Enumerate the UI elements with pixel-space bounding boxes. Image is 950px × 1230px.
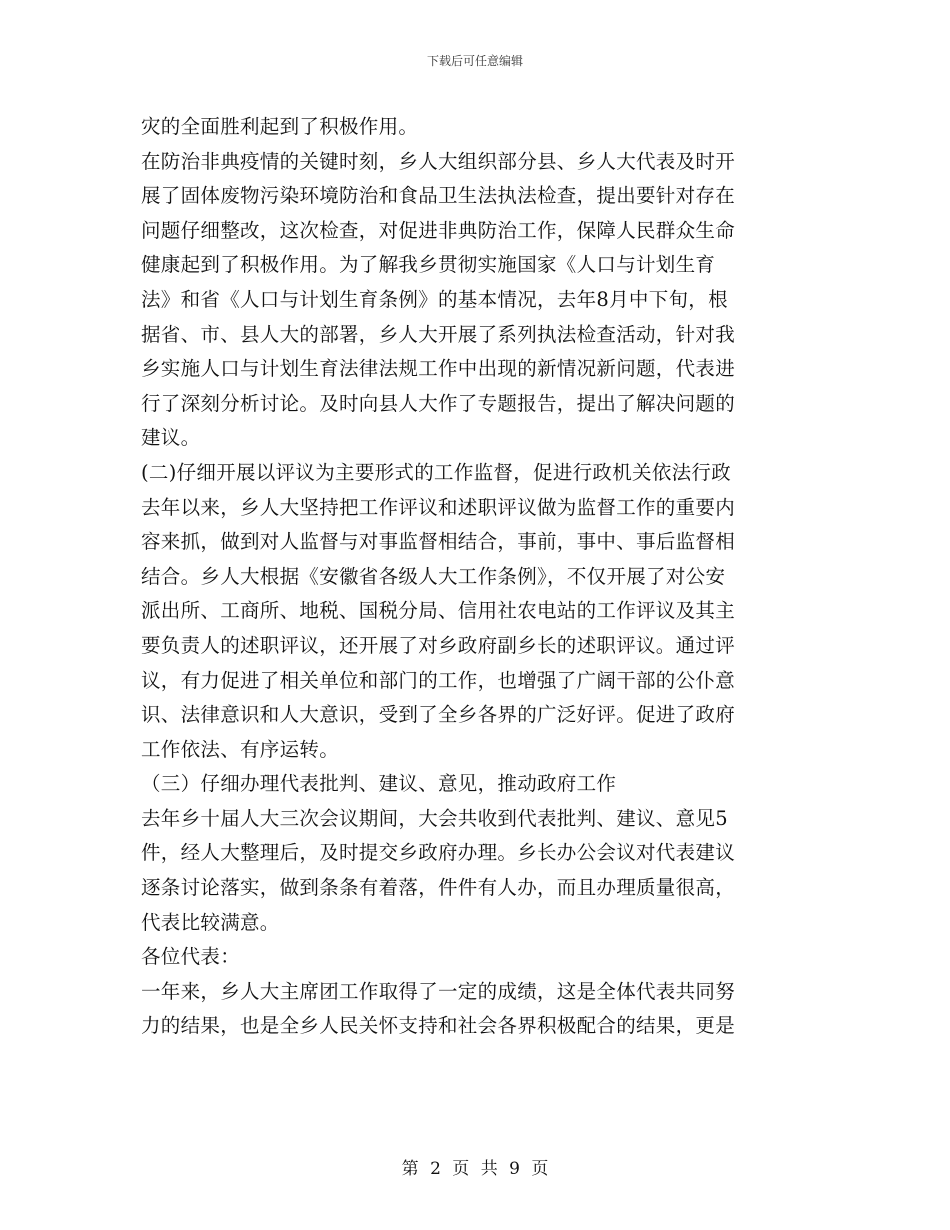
text-line: 代表比较满意。 [141, 910, 280, 934]
salutation: 各位代表： [141, 945, 241, 969]
text-line: 要负责人的述职评议，还开展了对乡政府副乡长的述职评议。通过评 [141, 633, 736, 657]
text-line: 力的结果，也是全乡人民关怀支持和社会各界积极配合的结果，更是 [141, 1014, 736, 1038]
text-line: 乡实施人口与计划生育法律法规工作中出现的新情况新问题，代表进 [141, 357, 736, 381]
text-line: 建议。 [141, 426, 201, 450]
text-line: 件，经人大整理后，及时提交乡政府办理。乡长办公会议对代表建议 [141, 841, 736, 865]
text-line: 容来抓，做到对人监督与对事监督相结合，事前，事中、事后监督相 [141, 530, 736, 554]
text-line: 法》和省《人口与计划生育条例》的基本情况，去年8月中下旬，根 [141, 287, 728, 311]
section-heading-3: （三）仔细办理代表批判、建议、意见，推动政府工作 [141, 772, 617, 796]
page-number: 第 2 页 共 9 页 [401, 1159, 549, 1179]
text-line: 去年乡十届人大三次会议期间，大会共收到代表批判、建议、意见5 [141, 806, 728, 830]
page-header-note: 下载后可任意编辑 [426, 54, 523, 68]
text-line: 健康起到了积极作用。为了解我乡贯彻实施国家《人口与计划生育 [141, 253, 716, 277]
text-line: 一年来，乡人大主席团工作取得了一定的成绩，这是全体代表共同努 [141, 979, 736, 1003]
text-line: 问题仔细整改，这次检查，对促进非典防治工作，保障人民群众生命 [141, 218, 736, 242]
text-line: 派出所、工商所、地税、国税分局、信用社农电站的工作评议及其主 [141, 599, 736, 623]
text-line: 去年以来，乡人大坚持把工作评议和述职评议做为监督工作的重要内 [141, 495, 736, 519]
text-line: 在防治非典疫情的关键时刻，乡人大组织部分县、乡人大代表及时开 [141, 149, 736, 173]
text-line: 识、法律意识和人大意识，受到了全乡各界的广泛好评。促进了政府 [141, 703, 736, 727]
text-line: 结合。乡人大根据《安徽省各级人大工作条例》，不仅开展了对公安 [141, 564, 726, 588]
section-heading-2: (二)仔细开展以评议为主要形式的工作监督，促进行政机关依法行政 [141, 460, 732, 484]
text-line: 工作依法、有序运转。 [141, 737, 340, 761]
text-line: 议，有力促进了相关单位和部门的工作，也增强了广阔干部的公仆意 [141, 668, 736, 692]
document-body [141, 110, 809, 1044]
text-line: 据省、市、县人大的部署，乡人大开展了系列执法检查活动，针对我 [141, 322, 736, 346]
text-line: 逐条讨论落实，做到条条有着落，件件有人办，而且办理质量很高， [141, 876, 736, 900]
text-line: 灾的全面胜利起到了积极作用。 [141, 115, 419, 138]
text-line: 行了深刻分析讨论。及时向县人大作了专题报告，提出了解决问题的 [141, 391, 736, 415]
text-line: 展了固体废物污染环境防治和食品卫生法执法检查，提出要针对存在 [141, 184, 736, 208]
